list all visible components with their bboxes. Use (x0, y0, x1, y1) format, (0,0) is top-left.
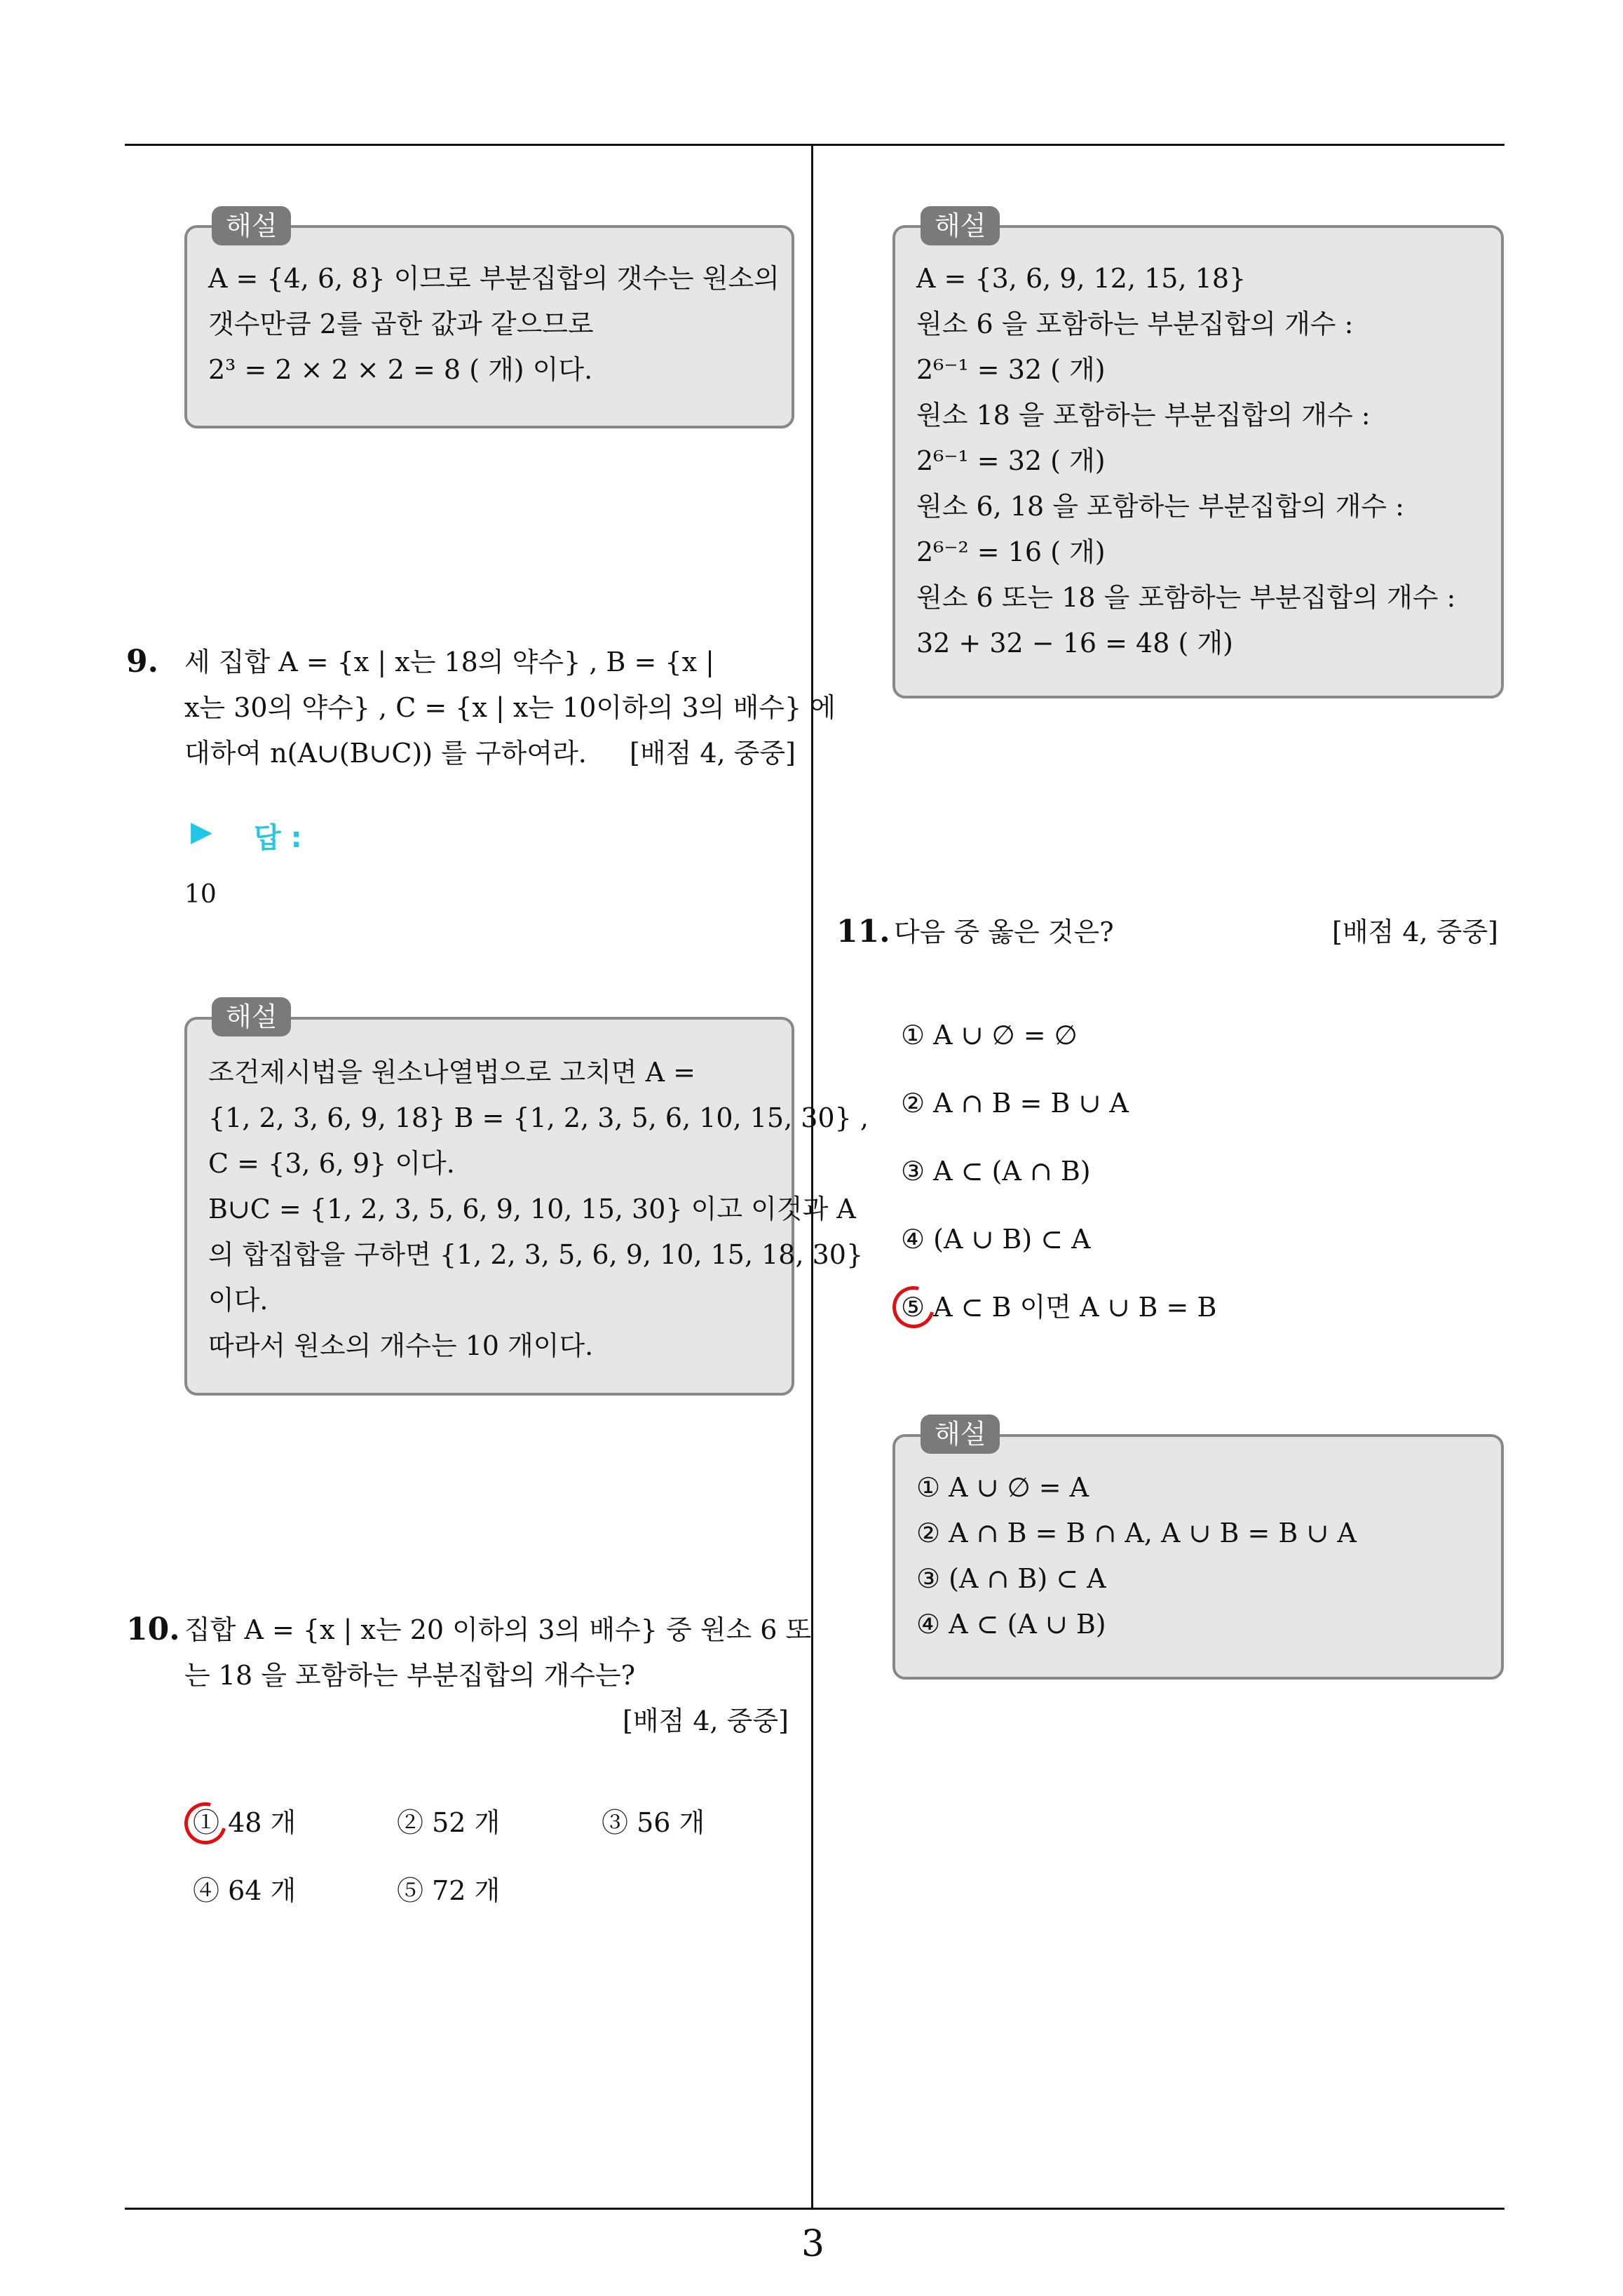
choice-3[interactable]: ③ A ⊂ (A ∩ B) (901, 1156, 1091, 1187)
solution-line: 의 합집합을 구하면 {1, 2, 3, 5, 6, 9, 10, 15, 18, 30} (208, 1239, 864, 1270)
solution-line: C = {3, 6, 9} 이다. (208, 1148, 455, 1179)
choice-2[interactable]: ② A ∩ B = B ∪ A (901, 1088, 1129, 1119)
question-text: x는 30의 약수} , C = {x | x는 10이하의 3의 배수} 에 (184, 692, 836, 723)
solution-line: ④ A ⊂ (A ∪ B) (916, 1609, 1106, 1640)
solution-tag: 해설 (921, 1414, 1000, 1454)
top-rule (125, 144, 1505, 146)
solution-line: A = {3, 6, 9, 12, 15, 18} (916, 263, 1247, 294)
question-text: 는 18 을 포함하는 부분집합의 개수는? (184, 1660, 636, 1691)
solution-line: 32 + 32 − 16 = 48 ( 개) (916, 628, 1233, 659)
solution-line: B∪C = {1, 2, 3, 5, 6, 9, 10, 15, 30} 이고 이것과 A (208, 1194, 856, 1224)
choice-5[interactable]: ⑤ A ⊂ B 이면 A ∪ B = B (901, 1292, 1217, 1323)
question-score: [배점 4, 중중] (623, 1706, 789, 1736)
choice-1[interactable]: ① A ∪ ∅ = ∅ (901, 1020, 1078, 1051)
answer-label: 답 : (254, 822, 302, 854)
solution-line: 원소 6, 18 을 포함하는 부분집합의 개수 : (916, 491, 1404, 522)
choice-1[interactable]: ① 48 개 (193, 1807, 297, 1838)
answer-mark-circle (177, 1795, 234, 1852)
answer-arrow-icon: ▶ (191, 816, 212, 848)
question-score: [배점 4, 중중] (1332, 917, 1498, 947)
solution-line: 2³ = 2 × 2 × 2 = 8 ( 개) 이다. (208, 354, 593, 385)
answer-mark-circle (885, 1278, 942, 1336)
choice-5[interactable]: ⑤ 72 개 (397, 1875, 501, 1906)
choice-3[interactable]: ③ 56 개 (602, 1807, 705, 1838)
solution-line: 원소 6 또는 18 을 포함하는 부분집합의 개수 : (916, 582, 1456, 613)
solution-line: ② A ∩ B = B ∩ A, A ∪ B = B ∪ A (916, 1518, 1357, 1548)
question-number: 9. (126, 644, 158, 680)
question-score: [배점 4, 중중] (630, 738, 796, 769)
question-text: 대하여 n(A∪(B∪C)) 를 구하여라. (184, 738, 587, 769)
solution-tag: 해설 (212, 206, 291, 245)
choice-4[interactable]: ④ (A ∪ B) ⊂ A (901, 1224, 1091, 1255)
solution-line: 이다. (208, 1285, 269, 1316)
solution-line: 갯수만큼 2를 곱한 값과 같으므로 (208, 309, 594, 339)
solution-line: 조건제시법을 원소나열법으로 고치면 A = (208, 1057, 695, 1088)
solution-line: 2⁶⁻¹ = 32 ( 개) (916, 354, 1106, 385)
solution-line: {1, 2, 3, 6, 9, 18} B = {1, 2, 3, 5, 6, 10, 15, 30} , (208, 1102, 869, 1133)
page-number: 3 (801, 2223, 825, 2265)
solution-tag: 해설 (212, 997, 291, 1036)
question-text: 집합 A = {x | x는 20 이하의 3의 배수} 중 원소 6 또 (184, 1614, 812, 1645)
solution-line: ① A ∪ ∅ = A (916, 1472, 1089, 1503)
choice-2[interactable]: ② 52 개 (397, 1807, 501, 1838)
question-number: 10. (126, 1612, 180, 1647)
solution-tag: 해설 (921, 206, 1000, 245)
question-number: 11. (836, 914, 890, 950)
solution-line: 따라서 원소의 개수는 10 개이다. (208, 1330, 594, 1361)
column-divider (811, 144, 813, 2209)
solution-line: A = {4, 6, 8} 이므로 부분집합의 갯수는 원소의 (208, 263, 780, 294)
solution-line: 원소 6 을 포함하는 부분집합의 개수 : (916, 309, 1354, 339)
solution-line: ③ (A ∩ B) ⊂ A (916, 1563, 1106, 1594)
answer-value: 10 (184, 880, 217, 909)
solution-line: 2⁶⁻¹ = 32 ( 개) (916, 445, 1106, 476)
bottom-rule (125, 2208, 1505, 2210)
solution-line: 2⁶⁻² = 16 ( 개) (916, 536, 1106, 567)
question-text: 세 집합 A = {x | x는 18의 약수} , B = {x | (184, 647, 714, 677)
question-text: 다음 중 옳은 것은? (894, 917, 1114, 947)
choice-4[interactable]: ④ 64 개 (193, 1875, 297, 1906)
solution-line: 원소 18 을 포함하는 부분집합의 개수 : (916, 400, 1371, 431)
